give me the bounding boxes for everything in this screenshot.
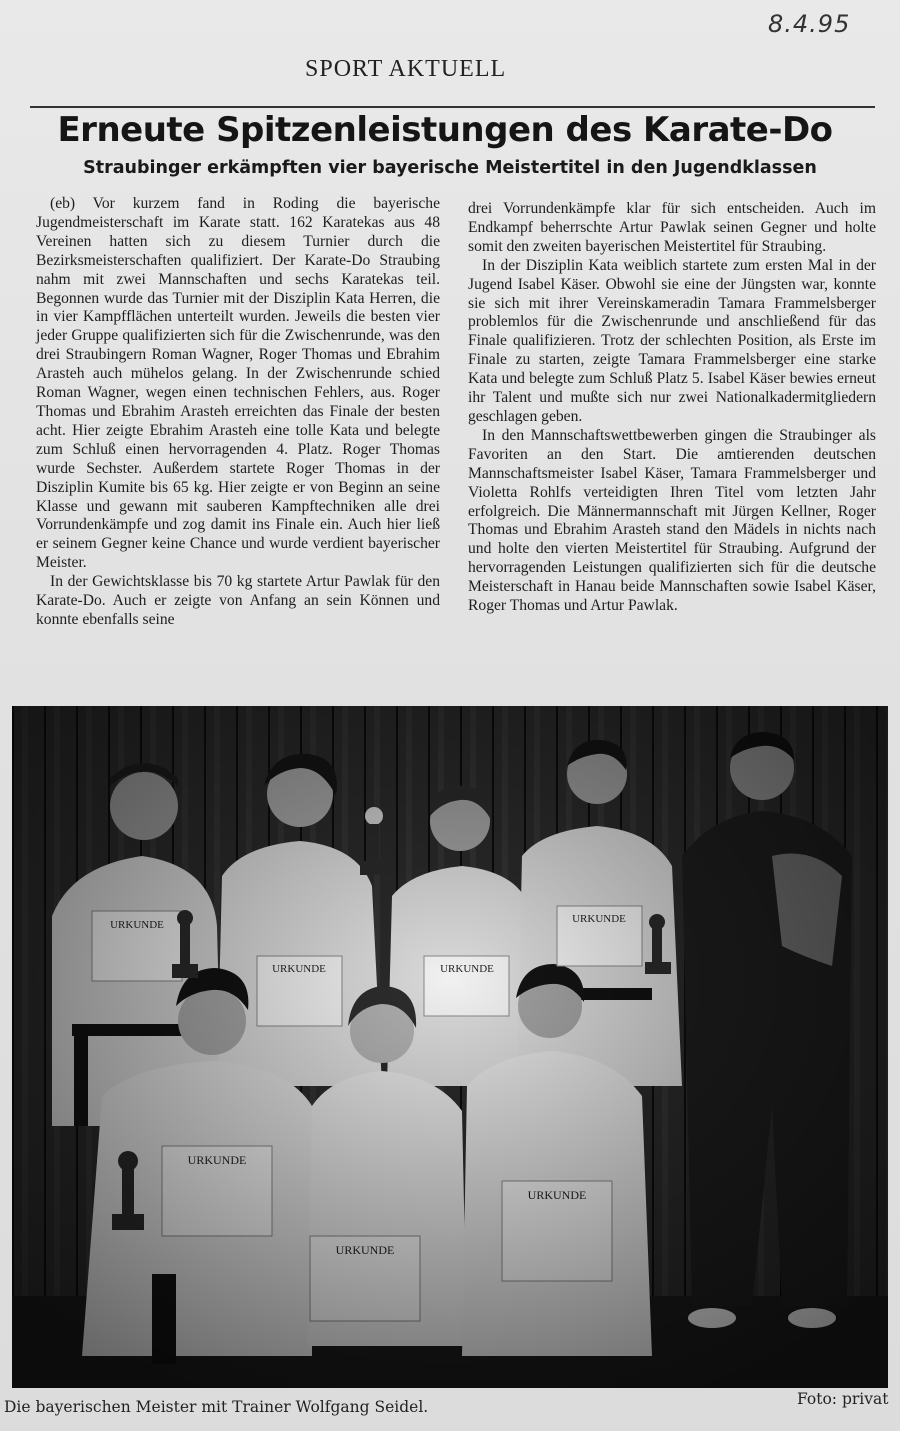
article-column-left: [36, 195, 440, 630]
paragraph: In den Mannschaftswettbewerben gingen die Straubinger als Favoriten an den Start. Die amtierenden deutschen Mannschaftsmeister Isabel Käser, Tamara Frammelsberger und Violetta Rohlfs verteidigten Ihren Titel vom letzten Jahr erfolgreich. Die Männermannschaft mit Jürgen Kellner, Roger Thomas und Ebrahim Arasteh stand den Mädels in nichts nach und holte den vierten Meistertitel für Straubing. Aufgrund der hervorragenden Leistungen qualifizierten sich für die deutsche Meisterschaft in Hanau beide Mannschaften sowie Isabel Käser, Roger Thomas und Artur Pawlak.: [468, 426, 876, 615]
team-photo-illustration: [12, 706, 888, 1388]
section-rule: [30, 106, 875, 108]
article-subheadline: Straubinger erkämpften vier bayerische Meistertitel in den Jugendklassen: [83, 158, 817, 178]
paragraph: (eb) Vor kurzem fand in Roding die bayerische Jugendmeisterschaft im Karate statt. 162 Karatekas aus 48 Vereinen hatten sich zu diesem Turnier durch die Bezirksmeisterschaften qualifiziert. Der Karate-Do Straubing nahm mit zwei Mannschaften und sechs Karatekas teil. Begonnen wurde das Turnier mit der Disziplin Kata Herren, die in vier Kampfflächen unterteilt wurden. Jeweils die besten vier jeder Gruppe qualifizierten sich für die Zwischenrunde, was den drei Straubingern Roman Wagner, Roger Thomas und Ebrahim Arasteh auch mühelos gelang. In der Zwischenrunde schied Roman Wagner, wegen einen technischen Fehlers, aus. Roger Thomas und Ebrahim Arasteh erreichten das Finale der besten acht. Hier zeigte Ebrahim Arasteh eine tolle Kata und belegte zum Schluß einen hervorragenden 4. Platz. Roger Thomas wurde Sechster. Außerdem startete Roger Thomas in der Disziplin Kumite bis 65 kg. Hier zeigte er von Beginn an seine Klasse und gewann mit sauberen Kampftechniken alle drei Vorrundenkämpfe und zog damit ins Finale ein. Auch hier ließ er seinem Gegner keine Chance und wurde verdient bayerischer Meister.: [36, 195, 440, 572]
team-photo: [12, 706, 888, 1388]
photo-credit: Foto: privat: [797, 1390, 889, 1408]
paragraph: drei Vorrundenkämpfe klar für sich entscheiden. Auch im Endkampf beherrschte Artur Pawlak seinen Gegner und holte somit den zweiten bayerischen Meistertitel für Straubing.: [468, 200, 876, 255]
photo-caption: Die bayerischen Meister mit Trainer Wolfgang Seidel.: [4, 1398, 429, 1416]
paragraph: In der Gewichtsklasse bis 70 kg startete Artur Pawlak für den Karate-Do. Auch er zeigte von Anfang an sein Können und konnte ebenfalls seine: [36, 573, 440, 628]
handwritten-date: 8.4.95: [768, 10, 851, 38]
paragraph: In der Disziplin Kata weiblich startete zum ersten Mal in der Jugend Isabel Käser. Obwohl sie eine der Jüngsten war, konnte sie sich mit ihrer Vereinskameradin Tamara Frammelsberger problemlos für die Zwischenrunde und anschließend für das Finale qualifizieren. Trotz der schlechten Position, als Erste im Finale zu starten, zeigte Tamara Frammelsberger eine starke Kata und belegte zum Schluß Platz 5. Isabel Käser bewies erneut ihr Talent und mußte sich nur zwei Nationalkadermitgliedern geschlagen geben.: [468, 256, 876, 425]
article-headline: Erneute Spitzenleistungen des Karate-Do: [57, 110, 833, 150]
section-label: SPORT AKTUELL: [305, 56, 507, 82]
article-column-right: [468, 200, 876, 616]
